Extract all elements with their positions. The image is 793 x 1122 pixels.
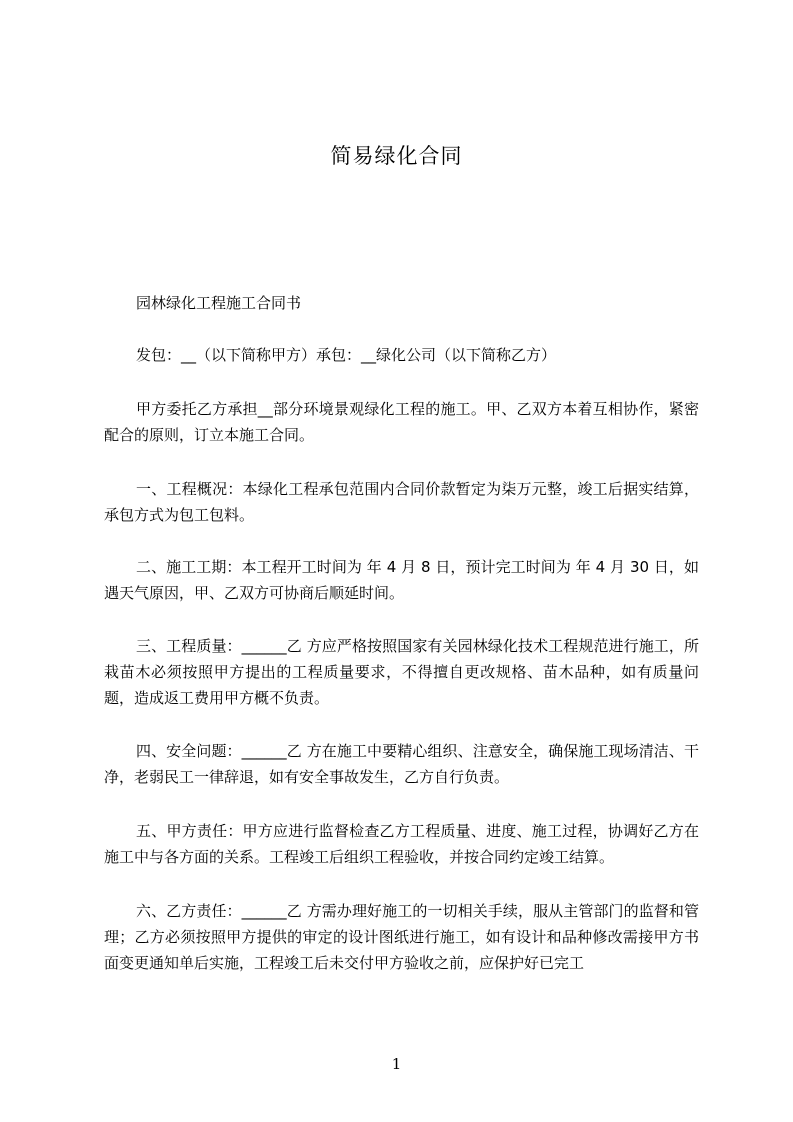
page-number: 1 [391, 1055, 402, 1073]
clause-schedule: 二、施工工期：本工程开工时间为 年 4 月 8 日，预计完工时间为 年 4 月 30 日，如遇天气原因，甲、乙双方可协商后顺延时间。 [104, 558, 699, 602]
parties-paragraph: 发包：__（以下简称甲方）承包：__绿化公司（以下简称乙方） [136, 346, 557, 364]
clause-project-overview: 一、工程概况：本绿化工程承包范围内合同价款暂定为柒万元整，竣工后据实结算，承包方式为包工包料。 [104, 480, 699, 524]
document-title: 简易绿化合同 [330, 144, 463, 168]
subtitle-paragraph: 园林绿化工程施工合同书 [136, 294, 302, 312]
intro-paragraph: 甲方委托乙方承担__部分环境景观绿化工程的施工。甲、乙双方本着互相协作，紧密配合的原则，订立本施工合同。 [104, 400, 699, 444]
clause-party-a-duties: 五、甲方责任：甲方应进行监督检查乙方工程质量、进度、施工过程，协调好乙方在施工中与各方面的关系。工程竣工后组织工程验收，并按合同约定竣工结算。 [104, 822, 699, 866]
clause-quality: 三、工程质量：______乙 方应严格按照国家有关园林绿化技术工程规范进行施工，所栽苗木必须按照甲方提出的工程质量要求，不得擅自更改规格、苗木品种，如有质量问题，造成返工费用甲方概不负责。 [104, 637, 699, 707]
clause-party-b-duties: 六、乙方责任：______乙 方需办理好施工的一切相关手续，服从主管部门的监督和管理；乙方必须按照甲方提供的审定的设计图纸进行施工，如有设计和品种修改需接甲方书面变更通知单后实施，工程竣工后未交付甲方验收之前，应保护好已完工 [104, 902, 699, 972]
clause-safety: 四、安全问题：______乙 方在施工中要精心组织、注意安全，确保施工现场清洁、干净，老弱民工一律辞退，如有安全事故发生，乙方自行负责。 [104, 742, 699, 786]
